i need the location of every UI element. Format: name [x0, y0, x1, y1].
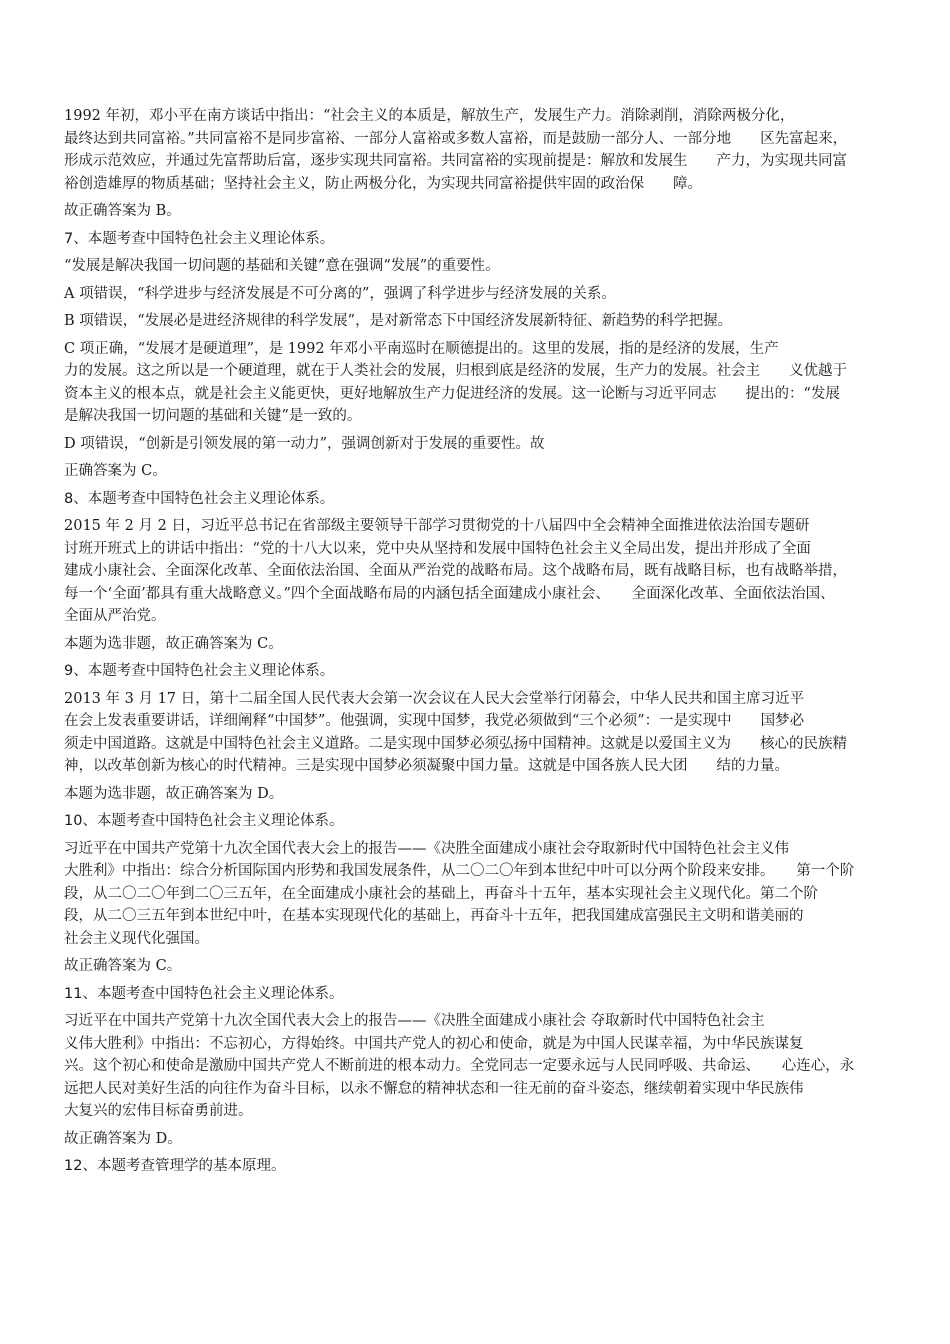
text-line: 社会主义现代化强国。 [64, 930, 209, 947]
text-line: 1992 年初，邓小平在南方谈话中指出：“社会主义的本质是，解放生产，发展生产力。消除剥削，消除两极分化， [64, 108, 795, 124]
text-line: 每一个‘全面’都具有重大战略意义。”四个全面战略布局的内涵包括全面建成小康社会、 全面深化改革、全面依法治国、 [64, 585, 835, 602]
text-line: 大胜利》中指出：综合分析国际国内形势和我国发展条件，从二〇二〇年到本世纪中叶可以分两个阶段来安排。 第一个阶 [64, 863, 855, 879]
text-line: 11、本题考查中国特色社会主义理论体系。 [64, 985, 344, 1002]
text-line: 在会上发表重要讲话，详细阐释“中国梦”。他强调，实现中国梦，我党必须做到“三个必须”：一是实现中 国梦必 [64, 713, 805, 729]
text-line: 习近平在中国共产党第十九次全国代表大会上的报告——《决胜全面建成小康社会夺取新时代中国特色社会主义伟 [64, 840, 789, 857]
text-line: 讨班开班式上的讲话中指出：“党的十八大以来，党中央从坚持和发展中国特色社会主义全局出发，提出并形成了全面 [64, 540, 811, 557]
paragraph [64, 1010, 898, 1123]
text-line: 是解决我国一切问题的基础和关键”是一致的。 [64, 408, 362, 424]
text-line: 义伟大胜利》中指出：不忘初心，方得始终。中国共产党人的初心和使命，就是为中国人民谋幸福，为中华民族谋复 [64, 1035, 804, 1052]
text-line: C 项正确，“发展才是硬道理”，是 1992 年邓小平南巡时在顺德提出的。这里的发展，指的是经济的发展，生产 [64, 340, 779, 357]
text-line: “发展是解决我国一切问题的基础和关键”意在强调“发展”的重要性。 [64, 258, 500, 274]
text-line: B 项错误，“发展必是进经济规律的科学发展”，是对新常态下中国经济发展新特征、新趋势的科学把握。 [64, 313, 733, 329]
question-heading [64, 228, 898, 251]
text-line: 2013 年 3 月 17 日，第十二届全国人民代表大会第一次会议在人民大会堂举行闭幕会，中华人民共和国主席习近平 [64, 690, 805, 707]
question-heading [64, 810, 898, 833]
text-line: 本题为选非题，故正确答案为 D。 [64, 785, 284, 802]
text-line: 9、本题考查中国特色社会主义理论体系。 [64, 663, 335, 679]
paragraph [64, 310, 898, 333]
text-line: 须走中国道路。这就是中国特色社会主义道路。二是实现中国梦必须弘扬中国精神。这就是以爱国主义为 核心的民族精 [64, 735, 847, 752]
text-line: 12、本题考查管理学的基本原理。 [64, 1158, 286, 1174]
text-line: 兴。这个初心和使命是激励中国共产党人不断前进的根本动力。全党同志一定要永远与人民同呼吸、共命运、 心连心，永 [64, 1058, 855, 1074]
text-line: 7、本题考查中国特色社会主义理论体系。 [64, 230, 335, 247]
paragraph [64, 955, 898, 978]
paragraph [64, 338, 898, 428]
text-line: 力的发展。这之所以是一个硬道理，就在于人类社会的发展，归根到底是经济的发展，生产力的发展。社会主 义优越于 [64, 363, 847, 379]
paragraph [64, 838, 898, 951]
text-line: 故正确答案为 B。 [64, 203, 181, 219]
paragraph [64, 783, 898, 806]
paragraph [64, 633, 898, 656]
text-line: 大复兴的宏伟目标奋勇前进。 [64, 1103, 253, 1119]
text-line: 远把人民对美好生活的向往作为奋斗目标，以永不懈怠的精神状态和一往无前的奋斗姿态，继续朝着实现中华民族伟 [64, 1080, 804, 1097]
document-body [64, 105, 898, 1178]
paragraph [64, 255, 898, 278]
text-line: 形成示范效应，并通过先富帮助后富，逐步实现共同富裕。共同富裕的实现前提是：解放和发展生 产力，为实现共同富 [64, 153, 847, 169]
text-line: 习近平在中国共产党第十九次全国代表大会上的报告——《决胜全面建成小康社会 夺取新时代中国特色社会主 [64, 1013, 765, 1029]
paragraph [64, 515, 898, 628]
question-heading [64, 660, 898, 683]
text-line: 神，以改革创新为核心的时代精神。三是实现中国梦必须凝聚中国力量。这就是中国各族人民大团 结的力量。 [64, 758, 789, 774]
text-line: 最终达到共同富裕。”共同富裕不是同步富裕、一部分人富裕或多数人富裕，而是鼓励一部分人、一部分地 区先富起来， [64, 130, 848, 147]
text-line: 本题为选非题，故正确答案为 C。 [64, 635, 283, 652]
text-line: 段，从二〇三五年到本世纪中叶，在基本实现现代化的基础上，再奋斗十五年，把我国建成富强民主文明和谐美丽的 [64, 908, 804, 924]
paragraph [64, 460, 898, 483]
text-line: D 项错误，“创新是引领发展的第一动力”，强调创新对于发展的重要性。故 [64, 435, 545, 452]
paragraph [64, 1128, 898, 1151]
paragraph [64, 283, 898, 306]
text-line: 正确答案为 C。 [64, 463, 167, 479]
paragraph [64, 688, 898, 778]
text-line: 8、本题考查中国特色社会主义理论体系。 [64, 490, 335, 507]
text-line: 全面从严治党。 [64, 608, 166, 624]
text-line: 段，从二〇二〇年到二〇三五年，在全面建成小康社会的基础上，再奋斗十五年，基本实现社会主义现代化。第二个阶 [64, 885, 818, 902]
text-line: 建成小康社会、全面深化改革、全面依法治国、全面从严治党的战略布局。这个战略布局，既有战略目标，也有战略举措， [64, 563, 847, 579]
paragraph [64, 105, 898, 195]
text-line: 资本主义的根本点，就是社会主义能更快，更好地解放生产力促进经济的发展。这一论断与习近平同志 提出的：“发展 [64, 385, 840, 402]
text-line: 2015 年 2 月 2 日，习近平总书记在省部级主要领导干部学习贯彻党的十八届四中全会精神全面推进依法治国专题研 [64, 518, 810, 534]
text-line: A 项错误，“科学进步与经济发展是不可分离的”，强调了科学进步与经济发展的关系。 [64, 285, 616, 302]
text-line: 故正确答案为 C。 [64, 958, 182, 974]
paragraph [64, 433, 898, 456]
question-heading [64, 488, 898, 511]
paragraph [64, 200, 898, 223]
text-line: 裕创造雄厚的物质基础；坚持社会主义，防止两极分化，为实现共同富裕提供牢固的政治保 障。 [64, 175, 702, 192]
text-line: 10、本题考查中国特色社会主义理论体系。 [64, 813, 344, 829]
question-heading [64, 1155, 898, 1178]
question-heading [64, 983, 898, 1006]
text-line: 故正确答案为 D。 [64, 1130, 182, 1147]
